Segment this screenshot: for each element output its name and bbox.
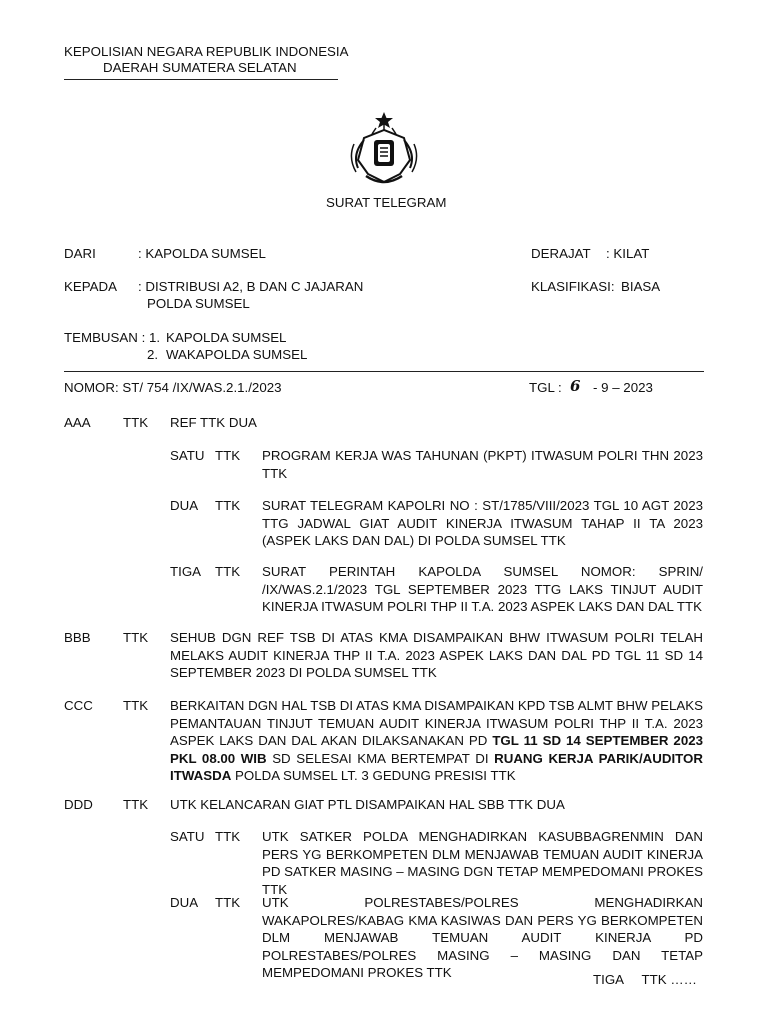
aaa-item-2-ttk: TTK: [215, 498, 241, 513]
header-line-1: KEPOLISIAN NEGARA REPUBLIK INDONESIA: [64, 44, 349, 59]
nomor-text: NOMOR: ST/ 754 /IX/WAS.2.1./2023: [64, 380, 282, 395]
ccc-text-a: BERKAITAN DGN HAL TSB DI ATAS KMA DISAMPAIKAN KPD TSB ALMT BHW PELAKS PEMANTAUAN TINJUT TEMUAN AUDIT KINERJA ITWASUM POLRI THP II T.A. 2023 ASPEK LAKS DAN DAL AKAN DILAKSANAKAN PD: [170, 698, 703, 748]
header-line-2: DAERAH SUMATERA SELATAN: [103, 60, 297, 75]
ccc-text-b: SD SELESAI KMA BERTEMPAT DI: [272, 750, 489, 766]
aaa-item-1-ttk: TTK: [215, 448, 241, 463]
tembusan-label: TEMBUSAN : 1.: [64, 330, 161, 345]
section-bbb-text: SEHUB DGN REF TSB DI ATAS KMA DISAMPAIKAN BHW ITWASUM POLRI TELAH MELAKS AUDIT KINERJA THP II T.A. 2023 ASPEK LAKS DAN DAL PD TGL 11 SD 14 SEPTEMBER 2023 DI POLDA SUMSEL TTK: [170, 630, 703, 680]
ddd-item-1-ttk: TTK: [215, 829, 241, 844]
ccc-bold-a: TGL 11 SD 14 SEPTEMBER 2023 PKL 08.00 WIB: [170, 733, 704, 766]
section-ccc-text: [170, 697, 703, 785]
ddd-item-2-ttk: TTK: [215, 895, 241, 910]
ddd-item-1-num: SATU: [170, 829, 205, 844]
section-ddd-ttk: TTK: [123, 797, 149, 812]
section-bbb-code: BBB: [64, 630, 91, 645]
header-underline: [64, 79, 338, 80]
aaa-item-2-num: DUA: [170, 498, 199, 513]
tgl-rest: - 9 – 2023: [593, 380, 653, 395]
section-aaa-text: REF TTK DUA: [170, 415, 257, 430]
aaa-item-3-text: SURAT PERINTAH KAPOLDA SUMSEL NOMOR: SPRIN/ /IX/WAS.2.1/2023 TGL SEPTEMBER 2023 TTG LAKS TINJUT AUDIT KINERJA ITWASUM POLRI THP II T.A. 2023 ASPEK LAKS DAN DAL TTK: [262, 564, 703, 614]
klasifikasi-value: BIASA: [621, 279, 661, 294]
dari-value: : KAPOLDA SUMSEL: [138, 246, 266, 261]
kepada-value-1: : DISTRIBUSI A2, B DAN C JAJARAN: [138, 279, 364, 294]
polri-emblem-icon: [344, 110, 424, 190]
section-ddd-text: UTK KELANCARAN GIAT PTL DISAMPAIKAN HAL SBB TTK DUA: [170, 797, 565, 812]
ccc-bold-b: RUANG KERJA PARIK/AUDITOR ITWASDA: [170, 750, 703, 783]
derajat-label: DERAJAT: [531, 246, 591, 261]
ddd-item-2-num: DUA: [170, 895, 199, 910]
derajat-value: : KILAT: [606, 246, 650, 261]
section-bbb-ttk: TTK: [123, 630, 149, 645]
tgl-day-handwritten: 6: [570, 377, 581, 395]
tembusan-item-2: WAKAPOLDA SUMSEL: [166, 347, 308, 362]
meta-divider: [64, 371, 704, 372]
aaa-item-1-num: SATU: [170, 448, 205, 463]
page-continuation: TIGA TTK ……: [593, 972, 697, 987]
section-ddd-code: DDD: [64, 797, 93, 812]
section-ccc-ttk: TTK: [123, 698, 149, 713]
kepada-label: KEPADA: [64, 279, 117, 294]
aaa-item-3-ttk: TTK: [215, 564, 241, 579]
ddd-item-2-text: UTK POLRESTABES/POLRES MENGHADIRKAN WAKAPOLRES/KABAG KMA KASIWAS DAN PERS YG BERKOMPETEN DLM MENJAWAB TEMUAN AUDIT KINERJA PD POLRESTABES/POLRES MASING – MASING DAN TETAP MEMPEDOMANI PROKES TTK: [262, 895, 703, 980]
document-title: SURAT TELEGRAM: [326, 195, 447, 210]
section-aaa-ttk: TTK: [123, 415, 149, 430]
ccc-text-c: POLDA SUMSEL LT. 3 GEDUNG PRESISI TTK: [235, 768, 516, 783]
section-aaa-code: AAA: [64, 415, 91, 430]
tembusan-num-2: 2.: [147, 347, 159, 362]
aaa-item-2-text: SURAT TELEGRAM KAPOLRI NO : ST/1785/VIII/2023 TGL 10 AGT 2023 TTG JADWAL GIAT AUDIT KINERJA ITWASUM TAHAP II TA 2023 (ASPEK LAKS DAN DAL) DI POLDA SUMSEL TTK: [262, 498, 703, 548]
dari-label: DARI: [64, 246, 96, 261]
aaa-item-3-num: TIGA: [170, 564, 202, 579]
tgl-label: TGL :: [529, 380, 562, 395]
aaa-item-1-text: PROGRAM KERJA WAS TAHUNAN (PKPT) ITWASUM POLRI THN 2023 TTK: [262, 448, 703, 481]
ddd-item-1-text: UTK SATKER POLDA MENGHADIRKAN KASUBBAGRENMIN DAN PERS YG BERKOMPETEN DLM MENJAWAB TEMUAN AUDIT KINERJA PD SATKER MASING – MASING DGN TETAP MEMPEDOMANI PROKES TTK: [262, 829, 703, 897]
tembusan-item-1: KAPOLDA SUMSEL: [166, 330, 287, 345]
kepada-value-2: POLDA SUMSEL: [147, 296, 250, 311]
section-ccc-code: CCC: [64, 698, 93, 713]
klasifikasi-label: KLASIFIKASI:: [531, 279, 615, 294]
